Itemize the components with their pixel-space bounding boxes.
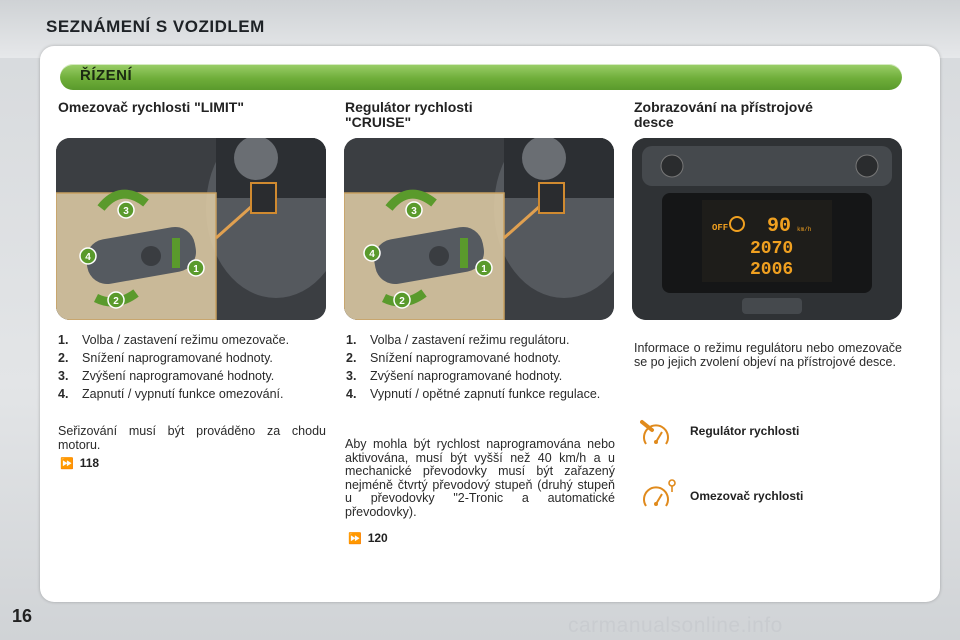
list-item: 4. Vypnutí / opětné zapnutí funkce regulace. <box>346 387 601 401</box>
svg-text:2070: 2070 <box>750 239 794 259</box>
limiter-list <box>58 333 328 405</box>
list-item: 3. Zvýšení naprogramované hodnoty. <box>58 369 275 383</box>
svg-text:1: 1 <box>481 264 487 275</box>
cruise-title-line: "CRUISE" <box>345 114 412 130</box>
cruise-stalk-photo <box>344 138 614 320</box>
list-item: 1. Volba / zastavení režimu regulátoru. <box>346 333 570 347</box>
svg-text:4: 4 <box>85 252 91 263</box>
svg-text:2: 2 <box>113 296 119 307</box>
svg-text:2006: 2006 <box>750 260 794 280</box>
cruise-control-label: Regulátor rychlosti <box>690 424 800 438</box>
svg-text:km/h: km/h <box>797 226 812 233</box>
section-title: ŘÍZENÍ <box>80 67 133 84</box>
page-number: 16 <box>12 606 33 626</box>
svg-text:OFF: OFF <box>712 223 729 233</box>
display-paragraph: Informace o režimu regulátoru nebo omezovače se po jejich zvolení objeví na přístrojové desce. <box>634 341 902 369</box>
list-item: 1. Volba / zastavení režimu omezovače. <box>58 333 290 347</box>
svg-text:3: 3 <box>411 206 417 217</box>
watermark: carmanualsonline.info <box>568 614 783 637</box>
cruise-title-line: Regulátor rychlosti <box>345 99 473 115</box>
svg-text:2: 2 <box>399 296 405 307</box>
svg-text:4: 4 <box>369 249 375 260</box>
chapter-title: SEZNÁMENÍ S VOZIDLEM <box>46 17 265 36</box>
limiter-title-line: Omezovač rychlosti "LIMIT" <box>58 99 244 115</box>
speed-limiter-icon <box>640 478 676 517</box>
svg-text:90: 90 <box>767 215 792 238</box>
speed-limiter-label: Omezovač rychlosti <box>690 489 804 503</box>
section-bar <box>60 64 902 90</box>
cruise-list <box>346 333 616 405</box>
instrument-display-photo <box>632 138 902 320</box>
display-title <box>634 100 813 130</box>
forward-arrow-icon: ⏩ <box>60 458 74 470</box>
limiter-title <box>58 100 244 115</box>
list-item: 3. Zvýšení naprogramované hodnoty. <box>346 369 563 383</box>
limiter-page-ref[interactable]: ⏩ 118 <box>60 456 100 470</box>
svg-text:3: 3 <box>123 206 129 217</box>
cruise-control-icon <box>640 418 676 457</box>
limiter-paragraph: Seřizování musí být prováděno za chodu motoru. <box>58 424 326 452</box>
list-item: 4. Zapnutí / vypnutí funkce omezování. <box>58 387 284 401</box>
limiter-stalk-photo <box>56 138 326 320</box>
svg-text:1: 1 <box>193 264 199 275</box>
cruise-paragraph: Aby mohla být rychlost naprogramována nebo aktivována, musí být vyšší než 40 km/h a u mechanické převodovky musí být zařazený nejméně čtvrtý převodový stupeň (druhý stupeň u převodovky "2-Tronic a automatické převodovky). <box>345 437 615 519</box>
forward-arrow-icon: ⏩ <box>348 533 362 545</box>
display-title-line: Zobrazování na přístrojové <box>634 99 813 115</box>
display-title-line: desce <box>634 114 674 130</box>
list-item: 2. Snížení naprogramované hodnoty. <box>346 351 561 365</box>
list-item: 2. Snížení naprogramované hodnoty. <box>58 351 273 365</box>
cruise-title <box>345 100 473 130</box>
cruise-page-ref[interactable]: ⏩ 120 <box>348 531 388 545</box>
